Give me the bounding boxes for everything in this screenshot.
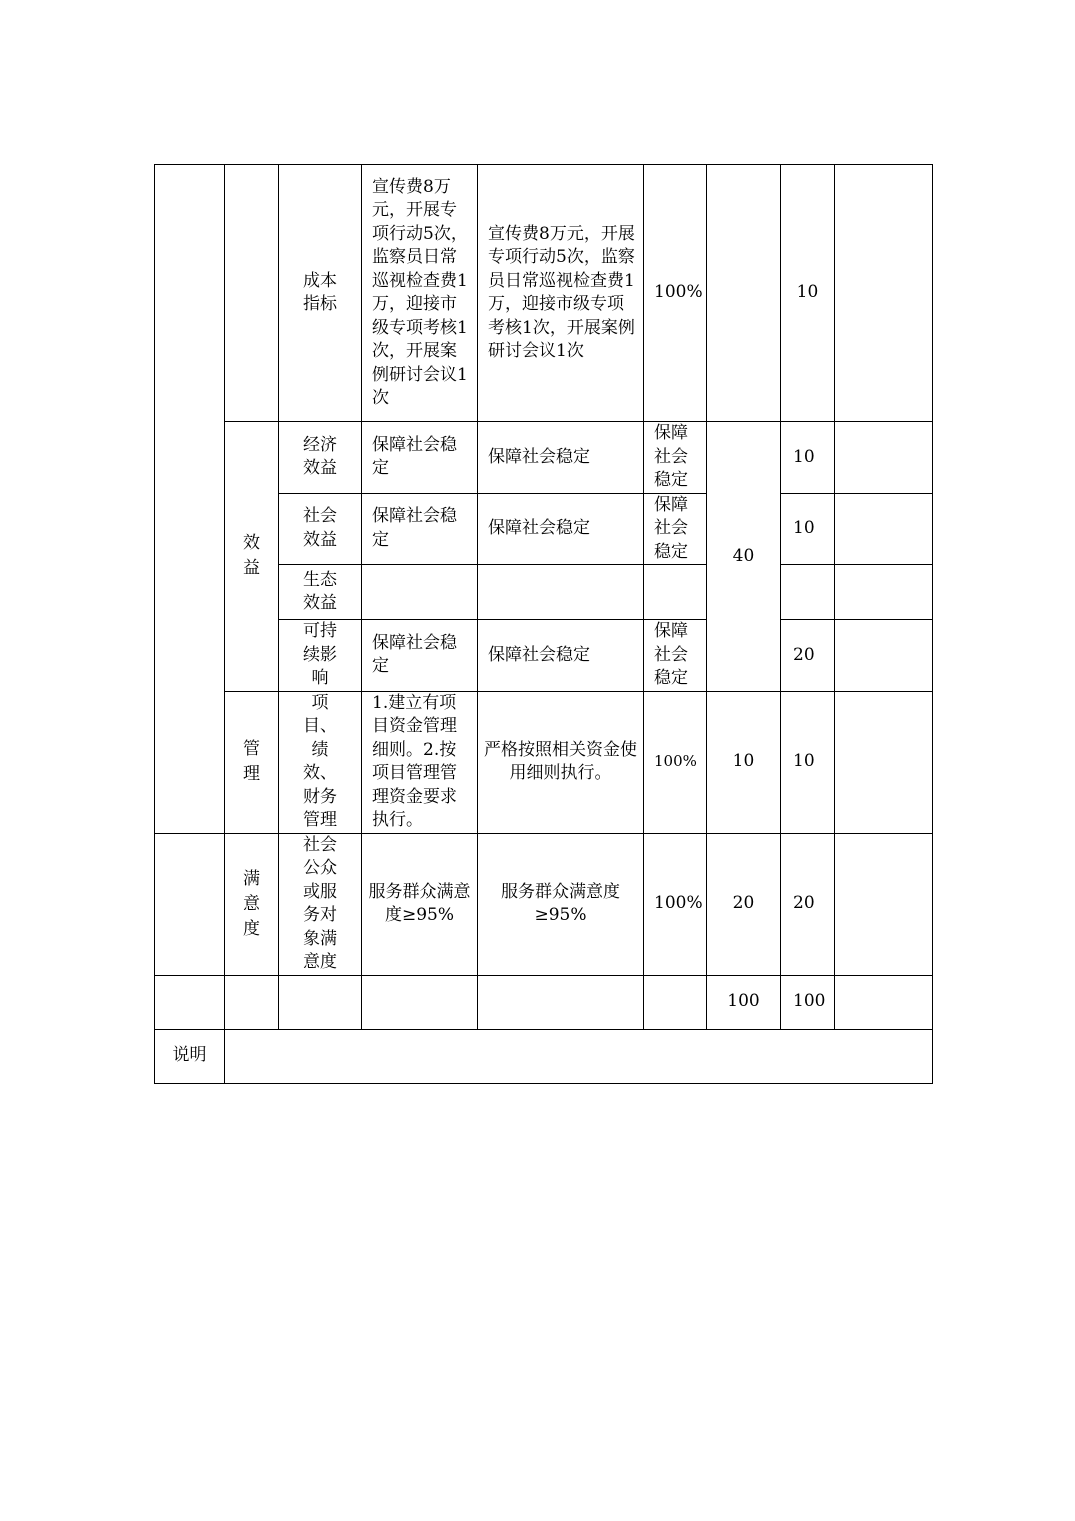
total-cell-3 xyxy=(279,975,362,1029)
total-score-cell: 100 xyxy=(781,975,835,1029)
sustainable-target-cell: 保障社会稳定 xyxy=(362,620,478,692)
social-completion-cell: 保障社会稳定 xyxy=(644,493,707,565)
management-score-cell: 10 xyxy=(781,691,835,833)
ecological-actual-cell xyxy=(478,565,644,620)
sustainable-indicator-cell: 可持续影响 xyxy=(279,620,362,692)
ecological-indicator-cell: 生态效益 xyxy=(279,565,362,620)
management-weight-cell: 10 xyxy=(707,691,781,833)
economic-completion-cell: 保障社会稳定 xyxy=(644,422,707,494)
cost-category-cell xyxy=(225,165,279,422)
satisfaction-indicator-cell: 社会公众或服务对象满意度 xyxy=(279,833,362,975)
cost-score-cell: 10 xyxy=(781,165,835,422)
management-remark-cell xyxy=(835,691,933,833)
management-actual-cell: 严格按照相关资金使用细则执行。 xyxy=(478,691,644,833)
social-remark-cell xyxy=(835,493,933,565)
total-cell-5 xyxy=(478,975,644,1029)
benefit-row-economic xyxy=(155,422,933,494)
satisfaction-first-level-cell xyxy=(155,833,225,975)
social-score-cell: 10 xyxy=(781,493,835,565)
note-row xyxy=(155,1029,933,1083)
benefit-weight-cell: 40 xyxy=(707,422,781,692)
economic-indicator-cell: 经济效益 xyxy=(279,422,362,494)
cost-completion-cell: 100% xyxy=(644,165,707,422)
satisfaction-remark-cell xyxy=(835,833,933,975)
satisfaction-target-cell: 服务群众满意度≥95% xyxy=(362,833,478,975)
economic-score-cell: 10 xyxy=(781,422,835,494)
satisfaction-completion-cell: 100% xyxy=(644,833,707,975)
sustainable-remark-cell xyxy=(835,620,933,692)
management-target-cell: 1.建立有项目资金管理细则。2.按项目管理管理资金要求执行。 xyxy=(362,691,478,833)
total-cell-4 xyxy=(362,975,478,1029)
cost-actual-cell: 宣传费8万元，开展专项行动5次，监察员日常巡视检查费1万，迎接市级专项考核1次，开展案例研讨会议1次 xyxy=(478,165,644,422)
first-level-cell xyxy=(155,165,225,834)
social-indicator-cell: 社会效益 xyxy=(279,493,362,565)
cost-row xyxy=(155,165,933,422)
note-content-cell xyxy=(225,1029,933,1083)
social-actual-cell: 保障社会稳定 xyxy=(478,493,644,565)
benefit-category-cell: 效益 xyxy=(225,422,279,692)
satisfaction-row xyxy=(155,833,933,975)
cost-remark-cell xyxy=(835,165,933,422)
cost-weight-cell xyxy=(707,165,781,422)
total-cell-2 xyxy=(225,975,279,1029)
ecological-target-cell xyxy=(362,565,478,620)
note-label-cell: 说明 xyxy=(155,1029,225,1083)
total-cell-1 xyxy=(155,975,225,1029)
sustainable-score-cell: 20 xyxy=(781,620,835,692)
management-completion-cell: 100% xyxy=(644,691,707,833)
management-category-cell: 管理 xyxy=(225,691,279,833)
total-weight-cell: 100 xyxy=(707,975,781,1029)
ecological-remark-cell xyxy=(835,565,933,620)
satisfaction-weight-cell: 20 xyxy=(707,833,781,975)
sustainable-completion-cell: 保障社会稳定 xyxy=(644,620,707,692)
total-cell-6 xyxy=(644,975,707,1029)
social-target-cell: 保障社会稳定 xyxy=(362,493,478,565)
management-row xyxy=(155,691,933,833)
sustainable-actual-cell: 保障社会稳定 xyxy=(478,620,644,692)
ecological-completion-cell xyxy=(644,565,707,620)
economic-actual-cell: 保障社会稳定 xyxy=(478,422,644,494)
economic-remark-cell xyxy=(835,422,933,494)
ecological-score-cell xyxy=(781,565,835,620)
satisfaction-category-cell: 满意度 xyxy=(225,833,279,975)
total-remark-cell xyxy=(835,975,933,1029)
cost-indicator-cell: 成本指标 xyxy=(279,165,362,422)
total-row xyxy=(155,975,933,1029)
satisfaction-actual-cell: 服务群众满意度≥95% xyxy=(478,833,644,975)
cost-target-cell: 宣传费8万元，开展专项行动5次，监察员日常巡视检查费1万，迎接市级专项考核1次，开展案例研讨会议1次 xyxy=(362,165,478,422)
performance-table xyxy=(154,164,933,1084)
satisfaction-score-cell: 20 xyxy=(781,833,835,975)
economic-target-cell: 保障社会稳定 xyxy=(362,422,478,494)
management-indicator-cell: 项目、绩效、财务管理 xyxy=(279,691,362,833)
